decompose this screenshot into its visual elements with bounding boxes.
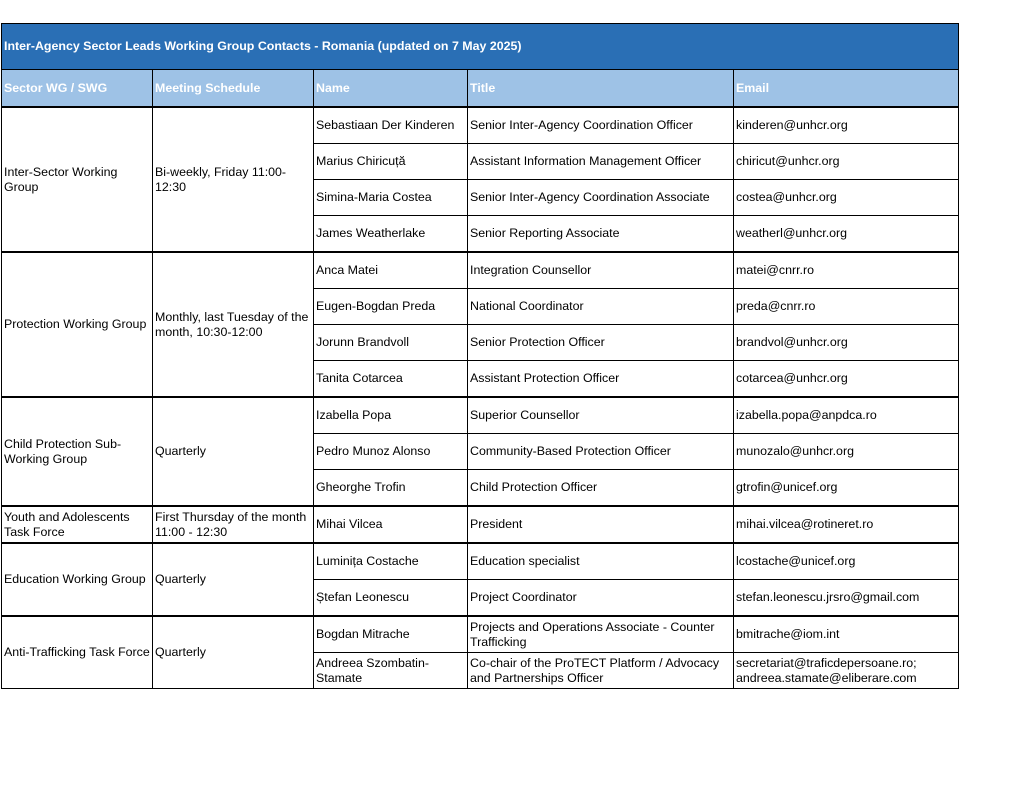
name-cell: Mihai Vilcea: [314, 506, 468, 543]
title-cell: Senior Reporting Associate: [468, 216, 734, 253]
name-cell: Pedro Munoz Alonso: [314, 434, 468, 470]
schedule-cell: First Thursday of the month 11:00 - 12:30: [153, 506, 314, 543]
title-cell: Project Coordinator: [468, 580, 734, 617]
table-row: [2, 397, 959, 434]
column-header-title: Title: [468, 70, 734, 108]
document-title: Inter-Agency Sector Leads Working Group Contacts - Romania (updated on 7 May 2025): [2, 24, 959, 70]
title-cell: Child Protection Officer: [468, 470, 734, 507]
name-cell: Anca Matei: [314, 252, 468, 289]
name-cell: Ștefan Leonescu: [314, 580, 468, 617]
table-row: [2, 506, 959, 543]
column-header-name: Name: [314, 70, 468, 108]
title-cell: Integration Counsellor: [468, 252, 734, 289]
email-cell[interactable]: secretariat@traficdepersoane.ro; andreea.stamate@eliberare.com: [734, 653, 959, 689]
name-cell: Jorunn Brandvoll: [314, 325, 468, 361]
title-cell: Senior Protection Officer: [468, 325, 734, 361]
title-cell: Community-Based Protection Officer: [468, 434, 734, 470]
email-cell[interactable]: costea@unhcr.org: [734, 180, 959, 216]
name-cell: Sebastiaan Der Kinderen: [314, 107, 468, 144]
email-cell[interactable]: matei@cnrr.ro: [734, 252, 959, 289]
sector-cell: Protection Working Group: [2, 252, 153, 397]
table-row: [2, 252, 959, 289]
email-cell[interactable]: brandvol@unhcr.org: [734, 325, 959, 361]
title-cell: Senior Inter-Agency Coordination Officer: [468, 107, 734, 144]
contacts-sheet: [1, 23, 958, 689]
title-cell: Projects and Operations Associate - Counter Trafficking: [468, 616, 734, 653]
email-cell[interactable]: lcostache@unicef.org: [734, 543, 959, 580]
name-cell: Simina-Maria Costea: [314, 180, 468, 216]
email-cell[interactable]: mihai.vilcea@rotineret.ro: [734, 506, 959, 543]
sector-cell: Education Working Group: [2, 543, 153, 616]
column-header-schedule: Meeting Schedule: [153, 70, 314, 108]
email-cell[interactable]: izabella.popa@anpdca.ro: [734, 397, 959, 434]
table-row: [2, 107, 959, 144]
name-cell: Luminița Costache: [314, 543, 468, 580]
name-cell: James Weatherlake: [314, 216, 468, 253]
title-cell: Co-chair of the ProTECT Platform / Advocacy and Partnerships Officer: [468, 653, 734, 689]
contacts-body: [2, 107, 959, 689]
schedule-cell: Quarterly: [153, 616, 314, 689]
name-cell: Andreea Szombatin-Stamate: [314, 653, 468, 689]
header-row: [2, 70, 959, 108]
name-cell: Bogdan Mitrache: [314, 616, 468, 653]
contacts-table: [1, 23, 959, 689]
title-cell: National Coordinator: [468, 289, 734, 325]
column-header-email: Email: [734, 70, 959, 108]
title-cell: Education specialist: [468, 543, 734, 580]
name-cell: Tanita Cotarcea: [314, 361, 468, 398]
email-cell[interactable]: weatherl@unhcr.org: [734, 216, 959, 253]
title-cell: President: [468, 506, 734, 543]
title-row: [2, 24, 959, 70]
table-row: [2, 543, 959, 580]
sector-cell: Child Protection Sub-Working Group: [2, 397, 153, 506]
schedule-cell: Monthly, last Tuesday of the month, 10:30-12:00: [153, 252, 314, 397]
schedule-cell: Quarterly: [153, 397, 314, 506]
title-cell: Assistant Protection Officer: [468, 361, 734, 398]
name-cell: Gheorghe Trofin: [314, 470, 468, 507]
sector-cell: Anti-Trafficking Task Force: [2, 616, 153, 689]
name-cell: Marius Chiricuță: [314, 144, 468, 180]
table-row: [2, 616, 959, 653]
schedule-cell: Quarterly: [153, 543, 314, 616]
sector-cell: Youth and Adolescents Task Force: [2, 506, 153, 543]
title-cell: Superior Counsellor: [468, 397, 734, 434]
column-header-sector: Sector WG / SWG: [2, 70, 153, 108]
email-cell[interactable]: bmitrache@iom.int: [734, 616, 959, 653]
schedule-cell: Bi-weekly, Friday 11:00-12:30: [153, 107, 314, 252]
email-cell[interactable]: kinderen@unhcr.org: [734, 107, 959, 144]
email-cell[interactable]: preda@cnrr.ro: [734, 289, 959, 325]
email-cell[interactable]: gtrofin@unicef.org: [734, 470, 959, 507]
email-cell[interactable]: stefan.leonescu.jrsro@gmail.com: [734, 580, 959, 617]
email-cell[interactable]: cotarcea@unhcr.org: [734, 361, 959, 398]
name-cell: Eugen-Bogdan Preda: [314, 289, 468, 325]
sector-cell: Inter-Sector Working Group: [2, 107, 153, 252]
email-cell[interactable]: munozalo@unhcr.org: [734, 434, 959, 470]
title-cell: Senior Inter-Agency Coordination Associate: [468, 180, 734, 216]
name-cell: Izabella Popa: [314, 397, 468, 434]
title-cell: Assistant Information Management Officer: [468, 144, 734, 180]
email-cell[interactable]: chiricut@unhcr.org: [734, 144, 959, 180]
